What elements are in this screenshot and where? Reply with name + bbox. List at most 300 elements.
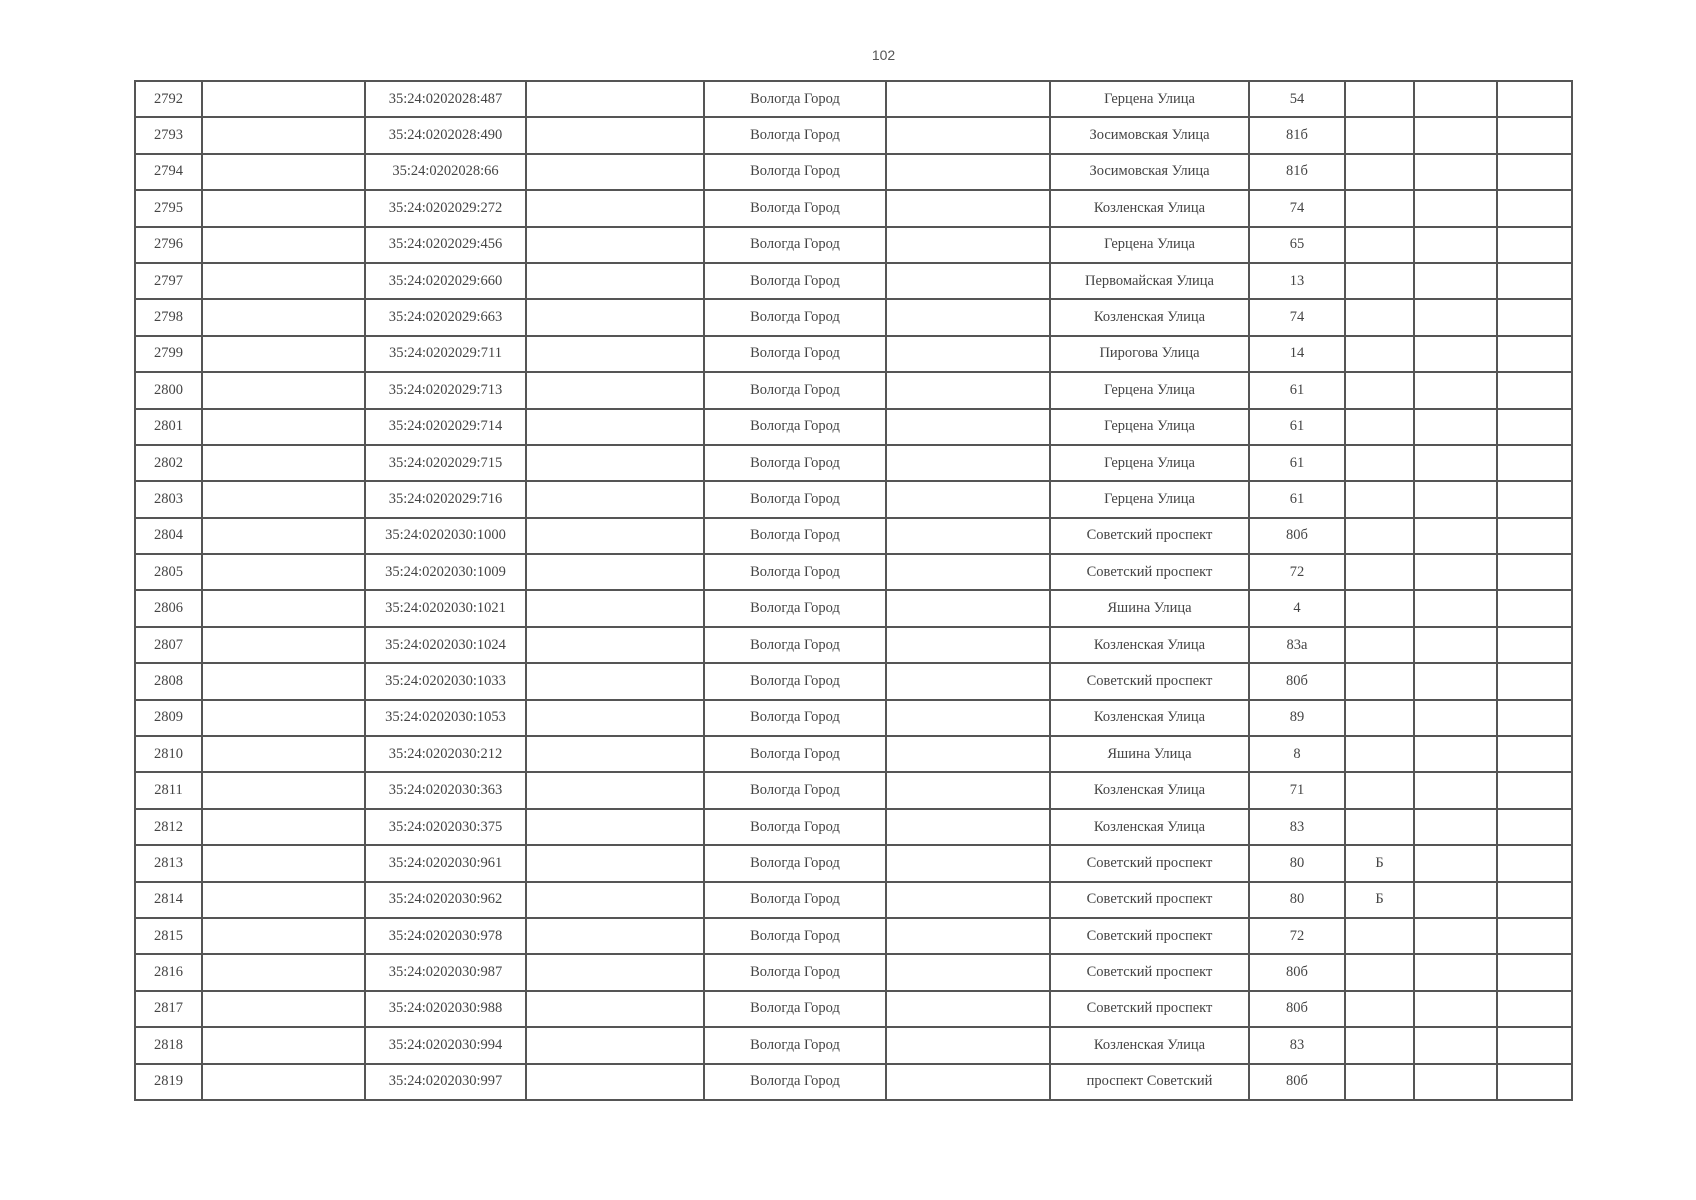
house-number-cell: 80б	[1249, 1064, 1345, 1100]
city-cell: Вологда Город	[704, 845, 886, 881]
building-cell	[1345, 772, 1414, 808]
blank-cell	[526, 627, 704, 663]
building-cell	[1345, 227, 1414, 263]
house-number-cell: 8	[1249, 736, 1345, 772]
city-cell: Вологда Город	[704, 117, 886, 153]
blank-cell	[1497, 518, 1572, 554]
house-number-cell: 83	[1249, 1027, 1345, 1063]
street-cell: Козленская Улица	[1050, 190, 1249, 226]
table-row	[135, 445, 1572, 481]
blank-cell	[1414, 445, 1497, 481]
blank-cell	[1414, 663, 1497, 699]
city-cell: Вологда Город	[704, 81, 886, 117]
city-cell: Вологда Город	[704, 518, 886, 554]
blank-cell	[886, 409, 1050, 445]
building-cell	[1345, 700, 1414, 736]
blank-cell	[1497, 954, 1572, 990]
blank-cell	[886, 227, 1050, 263]
street-cell: Советский проспект	[1050, 918, 1249, 954]
row-number-cell: 2805	[135, 554, 202, 590]
blank-cell	[526, 372, 704, 408]
blank-cell	[202, 590, 365, 626]
table-row	[135, 81, 1572, 117]
blank-cell	[886, 154, 1050, 190]
blank-cell	[1497, 190, 1572, 226]
table-row	[135, 736, 1572, 772]
table-row	[135, 954, 1572, 990]
street-cell: Герцена Улица	[1050, 409, 1249, 445]
house-number-cell: 80	[1249, 845, 1345, 881]
blank-cell	[526, 845, 704, 881]
blank-cell	[202, 991, 365, 1027]
blank-cell	[1497, 663, 1572, 699]
street-cell: Советский проспект	[1050, 845, 1249, 881]
blank-cell	[526, 263, 704, 299]
row-number-cell: 2819	[135, 1064, 202, 1100]
table-row	[135, 336, 1572, 372]
cadastral-number-cell: 35:24:0202028:66	[365, 154, 526, 190]
house-number-cell: 61	[1249, 409, 1345, 445]
street-cell: Зосимовская Улица	[1050, 117, 1249, 153]
house-number-cell: 80б	[1249, 954, 1345, 990]
blank-cell	[202, 772, 365, 808]
building-cell	[1345, 372, 1414, 408]
row-number-cell: 2807	[135, 627, 202, 663]
house-number-cell: 89	[1249, 700, 1345, 736]
house-number-cell: 72	[1249, 554, 1345, 590]
house-number-cell: 83а	[1249, 627, 1345, 663]
blank-cell	[526, 991, 704, 1027]
blank-cell	[202, 227, 365, 263]
house-number-cell: 61	[1249, 372, 1345, 408]
table-row	[135, 772, 1572, 808]
blank-cell	[202, 954, 365, 990]
table-row	[135, 227, 1572, 263]
blank-cell	[202, 663, 365, 699]
street-cell: Советский проспект	[1050, 663, 1249, 699]
blank-cell	[1414, 81, 1497, 117]
cadastral-number-cell: 35:24:0202030:1021	[365, 590, 526, 626]
blank-cell	[526, 445, 704, 481]
blank-cell	[526, 809, 704, 845]
blank-cell	[886, 991, 1050, 1027]
page-number: 102	[871, 47, 896, 63]
blank-cell	[202, 481, 365, 517]
building-cell	[1345, 1064, 1414, 1100]
street-cell: Козленская Улица	[1050, 809, 1249, 845]
building-cell	[1345, 299, 1414, 335]
blank-cell	[202, 336, 365, 372]
table-row	[135, 554, 1572, 590]
table-body	[135, 81, 1572, 1100]
row-number-cell: 2804	[135, 518, 202, 554]
blank-cell	[202, 263, 365, 299]
blank-cell	[202, 882, 365, 918]
building-cell	[1345, 154, 1414, 190]
house-number-cell: 74	[1249, 299, 1345, 335]
city-cell: Вологда Город	[704, 954, 886, 990]
city-cell: Вологда Город	[704, 336, 886, 372]
blank-cell	[202, 627, 365, 663]
table-row	[135, 263, 1572, 299]
row-number-cell: 2811	[135, 772, 202, 808]
city-cell: Вологда Город	[704, 227, 886, 263]
cadastral-number-cell: 35:24:0202029:716	[365, 481, 526, 517]
row-number-cell: 2797	[135, 263, 202, 299]
blank-cell	[526, 736, 704, 772]
building-cell	[1345, 445, 1414, 481]
cadastral-number-cell: 35:24:0202030:375	[365, 809, 526, 845]
blank-cell	[526, 882, 704, 918]
street-cell: Герцена Улица	[1050, 445, 1249, 481]
blank-cell	[886, 809, 1050, 845]
row-number-cell: 2808	[135, 663, 202, 699]
blank-cell	[1414, 409, 1497, 445]
cadastral-number-cell: 35:24:0202028:490	[365, 117, 526, 153]
city-cell: Вологда Город	[704, 991, 886, 1027]
blank-cell	[526, 772, 704, 808]
blank-cell	[886, 736, 1050, 772]
table-row	[135, 845, 1572, 881]
blank-cell	[1414, 1027, 1497, 1063]
table-row	[135, 590, 1572, 626]
blank-cell	[1414, 991, 1497, 1027]
blank-cell	[526, 336, 704, 372]
house-number-cell: 13	[1249, 263, 1345, 299]
building-cell	[1345, 554, 1414, 590]
blank-cell	[202, 445, 365, 481]
house-number-cell: 71	[1249, 772, 1345, 808]
table-row	[135, 1064, 1572, 1100]
cadastral-number-cell: 35:24:0202029:660	[365, 263, 526, 299]
blank-cell	[886, 1064, 1050, 1100]
street-cell: Советский проспект	[1050, 882, 1249, 918]
row-number-cell: 2794	[135, 154, 202, 190]
city-cell: Вологда Город	[704, 409, 886, 445]
blank-cell	[202, 117, 365, 153]
blank-cell	[886, 663, 1050, 699]
blank-cell	[886, 700, 1050, 736]
house-number-cell: 65	[1249, 227, 1345, 263]
row-number-cell: 2793	[135, 117, 202, 153]
blank-cell	[1414, 882, 1497, 918]
row-number-cell: 2792	[135, 81, 202, 117]
building-cell	[1345, 481, 1414, 517]
row-number-cell: 2812	[135, 809, 202, 845]
cadastral-number-cell: 35:24:0202030:1009	[365, 554, 526, 590]
row-number-cell: 2800	[135, 372, 202, 408]
row-number-cell: 2795	[135, 190, 202, 226]
street-cell: Козленская Улица	[1050, 1027, 1249, 1063]
blank-cell	[886, 81, 1050, 117]
city-cell: Вологда Город	[704, 736, 886, 772]
blank-cell	[886, 372, 1050, 408]
blank-cell	[886, 627, 1050, 663]
city-cell: Вологда Город	[704, 481, 886, 517]
blank-cell	[526, 481, 704, 517]
cadastral-number-cell: 35:24:0202030:962	[365, 882, 526, 918]
row-number-cell: 2813	[135, 845, 202, 881]
table-row	[135, 299, 1572, 335]
blank-cell	[526, 117, 704, 153]
city-cell: Вологда Город	[704, 918, 886, 954]
blank-cell	[1414, 845, 1497, 881]
blank-cell	[1497, 736, 1572, 772]
blank-cell	[1414, 372, 1497, 408]
table-row	[135, 918, 1572, 954]
blank-cell	[1414, 263, 1497, 299]
blank-cell	[202, 518, 365, 554]
cadastral-number-cell: 35:24:0202029:714	[365, 409, 526, 445]
blank-cell	[886, 882, 1050, 918]
blank-cell	[1497, 845, 1572, 881]
building-cell	[1345, 117, 1414, 153]
city-cell: Вологда Город	[704, 663, 886, 699]
table-row	[135, 809, 1572, 845]
blank-cell	[526, 299, 704, 335]
table-row	[135, 372, 1572, 408]
blank-cell	[1414, 809, 1497, 845]
city-cell: Вологда Город	[704, 1027, 886, 1063]
row-number-cell: 2809	[135, 700, 202, 736]
row-number-cell: 2803	[135, 481, 202, 517]
row-number-cell: 2802	[135, 445, 202, 481]
blank-cell	[1497, 772, 1572, 808]
blank-cell	[1414, 736, 1497, 772]
table-row	[135, 882, 1572, 918]
blank-cell	[1497, 918, 1572, 954]
blank-cell	[886, 590, 1050, 626]
city-cell: Вологда Город	[704, 882, 886, 918]
blank-cell	[886, 554, 1050, 590]
blank-cell	[526, 1064, 704, 1100]
blank-cell	[1414, 117, 1497, 153]
blank-cell	[526, 918, 704, 954]
building-cell	[1345, 954, 1414, 990]
building-cell	[1345, 409, 1414, 445]
house-number-cell: 14	[1249, 336, 1345, 372]
cadastral-number-cell: 35:24:0202030:997	[365, 1064, 526, 1100]
house-number-cell: 54	[1249, 81, 1345, 117]
building-cell	[1345, 809, 1414, 845]
street-cell: проспект Советский	[1050, 1064, 1249, 1100]
blank-cell	[1497, 481, 1572, 517]
house-number-cell: 72	[1249, 918, 1345, 954]
blank-cell	[1414, 590, 1497, 626]
blank-cell	[1414, 190, 1497, 226]
blank-cell	[1497, 554, 1572, 590]
blank-cell	[1497, 81, 1572, 117]
house-number-cell: 81б	[1249, 154, 1345, 190]
blank-cell	[1497, 700, 1572, 736]
blank-cell	[1414, 299, 1497, 335]
cadastral-number-cell: 35:24:0202030:1000	[365, 518, 526, 554]
cadastral-number-cell: 35:24:0202029:715	[365, 445, 526, 481]
blank-cell	[886, 481, 1050, 517]
street-cell: Герцена Улица	[1050, 81, 1249, 117]
cadastral-number-cell: 35:24:0202028:487	[365, 81, 526, 117]
blank-cell	[202, 190, 365, 226]
blank-cell	[1414, 700, 1497, 736]
blank-cell	[1414, 154, 1497, 190]
row-number-cell: 2814	[135, 882, 202, 918]
street-cell: Яшина Улица	[1050, 736, 1249, 772]
blank-cell	[202, 154, 365, 190]
blank-cell	[1497, 263, 1572, 299]
building-cell	[1345, 190, 1414, 226]
cadastral-number-cell: 35:24:0202030:1024	[365, 627, 526, 663]
blank-cell	[886, 263, 1050, 299]
city-cell: Вологда Город	[704, 154, 886, 190]
blank-cell	[886, 445, 1050, 481]
street-cell: Советский проспект	[1050, 991, 1249, 1027]
cadastral-number-cell: 35:24:0202029:272	[365, 190, 526, 226]
blank-cell	[886, 518, 1050, 554]
city-cell: Вологда Город	[704, 700, 886, 736]
row-number-cell: 2817	[135, 991, 202, 1027]
cadastral-number-cell: 35:24:0202030:961	[365, 845, 526, 881]
building-cell	[1345, 918, 1414, 954]
cadastral-number-cell: 35:24:0202030:1033	[365, 663, 526, 699]
city-cell: Вологда Город	[704, 445, 886, 481]
city-cell: Вологда Город	[704, 263, 886, 299]
blank-cell	[1414, 954, 1497, 990]
city-cell: Вологда Город	[704, 299, 886, 335]
street-cell: Советский проспект	[1050, 554, 1249, 590]
street-cell: Советский проспект	[1050, 518, 1249, 554]
blank-cell	[1414, 227, 1497, 263]
city-cell: Вологда Город	[704, 1064, 886, 1100]
blank-cell	[886, 772, 1050, 808]
blank-cell	[1497, 227, 1572, 263]
blank-cell	[1497, 445, 1572, 481]
blank-cell	[526, 554, 704, 590]
blank-cell	[1497, 299, 1572, 335]
city-cell: Вологда Город	[704, 190, 886, 226]
row-number-cell: 2816	[135, 954, 202, 990]
house-number-cell: 74	[1249, 190, 1345, 226]
table-row	[135, 117, 1572, 153]
blank-cell	[202, 1064, 365, 1100]
row-number-cell: 2818	[135, 1027, 202, 1063]
blank-cell	[1497, 590, 1572, 626]
table-row	[135, 518, 1572, 554]
blank-cell	[526, 154, 704, 190]
blank-cell	[202, 372, 365, 408]
house-number-cell: 80	[1249, 882, 1345, 918]
blank-cell	[1414, 518, 1497, 554]
blank-cell	[886, 336, 1050, 372]
cadastral-number-cell: 35:24:0202029:663	[365, 299, 526, 335]
building-cell: Б	[1345, 845, 1414, 881]
cadastral-number-cell: 35:24:0202030:1053	[365, 700, 526, 736]
blank-cell	[526, 590, 704, 626]
table-row	[135, 991, 1572, 1027]
building-cell	[1345, 336, 1414, 372]
house-number-cell: 80б	[1249, 518, 1345, 554]
city-cell: Вологда Город	[704, 372, 886, 408]
house-number-cell: 81б	[1249, 117, 1345, 153]
city-cell: Вологда Город	[704, 627, 886, 663]
blank-cell	[526, 518, 704, 554]
row-number-cell: 2810	[135, 736, 202, 772]
blank-cell	[1414, 554, 1497, 590]
blank-cell	[1497, 809, 1572, 845]
street-cell: Герцена Улица	[1050, 372, 1249, 408]
street-cell: Козленская Улица	[1050, 772, 1249, 808]
blank-cell	[526, 1027, 704, 1063]
street-cell: Козленская Улица	[1050, 627, 1249, 663]
blank-cell	[886, 190, 1050, 226]
table-row	[135, 481, 1572, 517]
blank-cell	[1497, 1064, 1572, 1100]
blank-cell	[202, 81, 365, 117]
table-row	[135, 190, 1572, 226]
city-cell: Вологда Город	[704, 809, 886, 845]
blank-cell	[202, 736, 365, 772]
blank-cell	[1497, 372, 1572, 408]
cadastral-number-cell: 35:24:0202030:987	[365, 954, 526, 990]
blank-cell	[886, 845, 1050, 881]
table-row	[135, 627, 1572, 663]
row-number-cell: 2806	[135, 590, 202, 626]
blank-cell	[1497, 1027, 1572, 1063]
street-cell: Пирогова Улица	[1050, 336, 1249, 372]
blank-cell	[886, 918, 1050, 954]
blank-cell	[1497, 409, 1572, 445]
city-cell: Вологда Город	[704, 772, 886, 808]
table-row	[135, 663, 1572, 699]
blank-cell	[1414, 481, 1497, 517]
blank-cell	[1414, 627, 1497, 663]
house-number-cell: 4	[1249, 590, 1345, 626]
table-row	[135, 154, 1572, 190]
cadastral-number-cell: 35:24:0202029:456	[365, 227, 526, 263]
row-number-cell: 2798	[135, 299, 202, 335]
address-register-table	[134, 80, 1573, 1101]
blank-cell	[1414, 336, 1497, 372]
blank-cell	[886, 954, 1050, 990]
blank-cell	[526, 700, 704, 736]
blank-cell	[1497, 154, 1572, 190]
house-number-cell: 83	[1249, 809, 1345, 845]
cadastral-number-cell: 35:24:0202030:978	[365, 918, 526, 954]
blank-cell	[526, 227, 704, 263]
building-cell	[1345, 590, 1414, 626]
row-number-cell: 2799	[135, 336, 202, 372]
street-cell: Первомайская Улица	[1050, 263, 1249, 299]
cadastral-number-cell: 35:24:0202030:994	[365, 1027, 526, 1063]
street-cell: Зосимовская Улица	[1050, 154, 1249, 190]
street-cell: Яшина Улица	[1050, 590, 1249, 626]
street-cell: Герцена Улица	[1050, 227, 1249, 263]
building-cell	[1345, 736, 1414, 772]
building-cell	[1345, 518, 1414, 554]
blank-cell	[886, 299, 1050, 335]
building-cell	[1345, 81, 1414, 117]
blank-cell	[526, 663, 704, 699]
table-row	[135, 700, 1572, 736]
blank-cell	[1497, 336, 1572, 372]
building-cell	[1345, 627, 1414, 663]
blank-cell	[1497, 882, 1572, 918]
building-cell	[1345, 991, 1414, 1027]
cadastral-number-cell: 35:24:0202030:363	[365, 772, 526, 808]
row-number-cell: 2815	[135, 918, 202, 954]
street-cell: Герцена Улица	[1050, 481, 1249, 517]
blank-cell	[1497, 117, 1572, 153]
building-cell	[1345, 1027, 1414, 1063]
